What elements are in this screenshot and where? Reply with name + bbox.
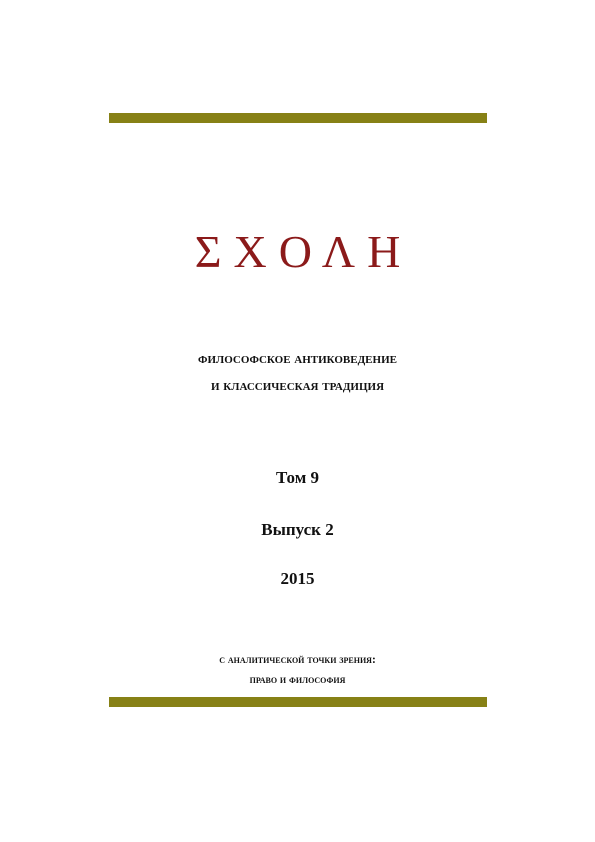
issue-number: Выпуск 2	[261, 520, 334, 539]
journal-title: ΣΧΟΛΗ	[194, 226, 413, 277]
subtitle-line-1: философское антиковедение	[198, 351, 397, 367]
volume-number: Том 9	[275, 468, 320, 487]
top-decorative-rule	[109, 113, 487, 123]
theme-line-1: с аналитической точки зрения:	[219, 654, 376, 666]
publication-year: 2015	[280, 569, 315, 588]
journal-subtitle	[0, 346, 595, 400]
subtitle-line-2: и классическая традиция	[210, 378, 385, 394]
theme-line-2: право и философия	[249, 674, 346, 686]
bottom-decorative-rule	[109, 697, 487, 707]
issue-theme	[0, 650, 595, 690]
